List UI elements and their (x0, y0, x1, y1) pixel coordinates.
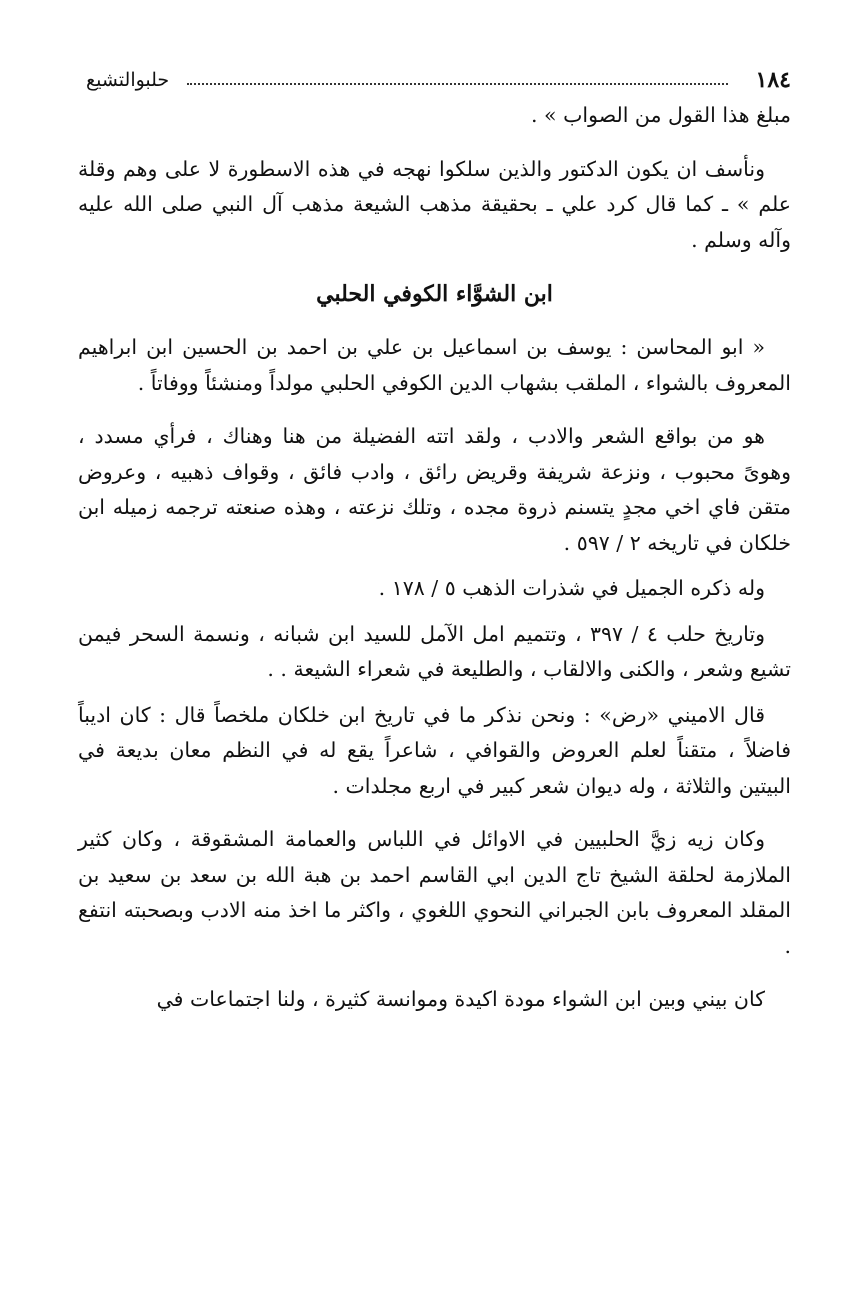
dotted-leader (187, 83, 727, 85)
paragraph-continuation: مبلغ هذا القول من الصواب » . (531, 103, 791, 127)
paragraph-biography-praise: هو من بواقع الشعر والادب ، ولقد اتته الفضيلة من هنا وهناك ، فرأي مسدد ، وهوىً محبوب ، ونزعة شريفة وقريض رائق ، وادب فائق ، وقواف ذهبيه ، وعروض متقن فاي اخي مجدٍ يتسنم ذروة مجده ، وتلك نزعته ، وهذه صنعته ترجمه زميله ابن خلكان في تاريخه ٢ / ٥٩٧ . (78, 424, 791, 555)
page-number: ١٨٤ (755, 67, 791, 93)
section-heading: ابن الشوَّاء الكوفي الحلبي (316, 281, 553, 307)
running-title: حلبوالتشيع (86, 69, 170, 91)
paragraph-biography-name: « ابو المحاسن : يوسف بن اسماعيل بن علي بن احمد بن الحسين ابن ابراهيم المعروف بالشواء ، الملقب بشهاب الدين الكوفي الحلبي مولداً ومنشئاً ووفاتاً . (78, 335, 791, 395)
paragraph-shadharat: وله ذكره الجميل في شذرات الذهب ٥ / ١٧٨ . (378, 576, 765, 600)
paragraph-friendship: كان بيني وبين ابن الشواء مودة اكيدة وموانسة كثيرة ، ولنا اجتماعات في (156, 987, 765, 1011)
book-page (78, 62, 791, 1018)
page-header (78, 62, 791, 98)
paragraph-dress-and-teacher: وكان زيه زيَّ الحلبيين في الاوائل في اللباس والعمامة المشقوقة ، وكان كثير الملازمة لحلقة الشيخ تاج الدين ابي القاسم احمد بن هبة الله بن سعد بن سعيد بن المقلد المعروف بابن الجبراني النحوي اللغوي ، واكثر ما اخذ منه الادب وبصحبته انتفع . (78, 827, 791, 958)
paragraph-regret: ونأسف ان يكون الدكتور والذين سلكوا نهجه في هذه الاسطورة لا على وهم وقلة علم » ـ كما قال كرد علي ـ بحقيقة مذهب الشيعة مذهب آل النبي صلى الله عليه وآله وسلم . (78, 156, 791, 252)
paragraph-sources: وتاريخ حلب ٤ / ٣٩٧ ، وتتميم امل الآمل للسيد ابن شبانه ، ونسمة السحر فيمن تشيع وشعر ، والكنى والالقاب ، والطليعة في شعراء الشيعة . . (78, 621, 791, 681)
paragraph-amini-quote: قال الاميني «رض» : ونحن نذكر ما في تاريخ ابن خلكان ملخصاً قال : كان اديباً فاضلاً ، متقناً لعلم العروض والقوافي ، شاعراً يقع له في النظم معان بديعة في البيتين والثلاثة ، وله ديوان شعر كبير في اربع مجلدات . (78, 702, 791, 798)
